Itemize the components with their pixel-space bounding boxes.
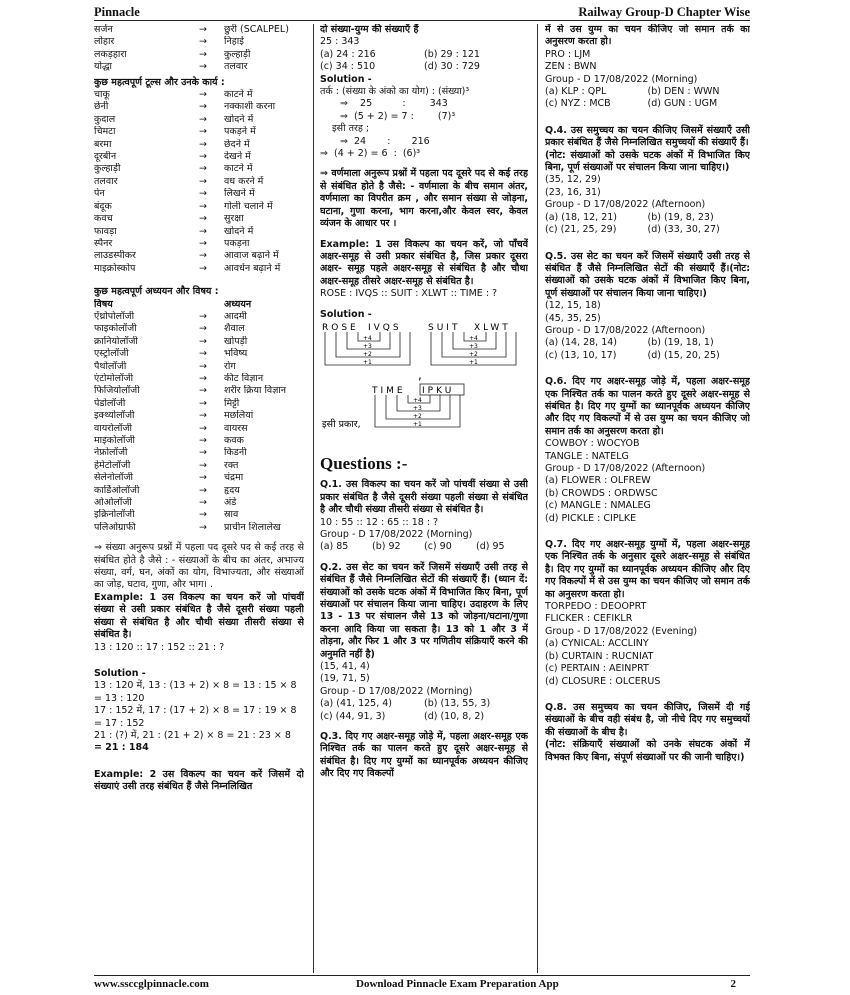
question-1-source: Group - D 17/08/2022 (Morning) (320, 528, 473, 540)
arrow-icon: → (199, 335, 207, 347)
option-d: (d) 95 (476, 541, 505, 553)
tool-row (94, 114, 304, 126)
arrow-icon: → (199, 521, 207, 533)
step-label: +3 (469, 342, 478, 350)
pair-row (94, 36, 304, 48)
diagram-word-ipku: IPKU (422, 385, 455, 396)
row-value: कवक (224, 435, 244, 446)
solution-label: Solution - (94, 667, 146, 679)
row-term: सर्जन (94, 24, 113, 35)
row-term: लकड़हारा (94, 48, 127, 60)
row-term: कुल्हाड़ी (94, 163, 121, 175)
question-2: Q.2. उस सेट का चयन करें जिसमें संख्याएँ उसी तरह से संबंधित हैं जैसे निम्नलिखित सेटों की संख्याएँ हैं। (ध्यान दें: संख्याओं को उसके घटक अंकों में विभाजित किए बिना, पूर्ण संख्याओं पर संचालन किया जाना चाहिए। उदाहरण के लिए 13 - 13 पर संचालन जैसे 13 को जोड़ना/घटाना/गुणा करना आदि किया जा सकता है। 13 को 1 और 3 में तोड़ना, और फिर 1 और 3 पर गणितीय संक्रियाएँ करने की अनुमति नहीं है) (320, 561, 528, 660)
option-a: (a) 85 (320, 541, 349, 553)
option-c: (c) NYZ : MCB (545, 98, 611, 110)
study-row (94, 485, 304, 497)
diagram-word-xlwt: XLWT (474, 322, 511, 333)
tools-heading: कुछ महत्वपूर्ण टूल्स और उनके कार्य : (94, 76, 225, 88)
row-value: भविष्य (224, 348, 248, 360)
arrow-icon: → (199, 89, 207, 101)
row-term: ऐंथ्रोपोलॉजी (94, 310, 135, 322)
bracket-lines-1 (325, 332, 516, 365)
arrow-icon: → (199, 447, 207, 459)
solution-line: = 13 : 120 (94, 692, 145, 704)
arrow-icon: → (199, 422, 207, 434)
arrow-icon: → (199, 175, 207, 187)
question-4-note: (नोट: संख्याओं को उसके घटक अंकों में विभाजित किए बिना, पूर्ण संख्याओं पर संचालन किया जाना चाहिए।) (545, 149, 750, 174)
question-4-source: Group - D 17/08/2022 (Afternoon) (545, 199, 706, 211)
question-4-set: (35, 12, 29) (545, 174, 601, 186)
arrow-icon: → (199, 113, 207, 125)
row-value: खोदने में (224, 225, 254, 237)
row-term: बरमा (94, 138, 112, 150)
option-d: (d) (15, 20, 25) (647, 349, 720, 361)
solution-step: ⇒ 24 : 216 (340, 135, 430, 147)
options-row (545, 212, 750, 224)
options-row (545, 337, 750, 349)
tool-row (94, 226, 304, 238)
tool-row (94, 151, 304, 163)
row-value: पकड़ना (224, 237, 250, 249)
study-row (94, 460, 304, 472)
options-row (320, 49, 528, 61)
row-term: सेलेनोलॉजी (94, 472, 134, 484)
option-a: (a) (18, 12, 21) (545, 211, 618, 223)
arrow-icon: → (199, 472, 207, 484)
step-label: +4 (363, 334, 372, 342)
option-a: (a) (41, 125, 4) (320, 698, 393, 710)
study-header-cell: अध्ययन (224, 298, 252, 310)
column-3 (545, 24, 750, 973)
option-b: (b) CROWDS : ORDWSC (545, 487, 658, 499)
row-value: प्राचीन शिलालेख (224, 521, 281, 533)
row-term: पेडोलॉजी (94, 397, 126, 409)
question-1-options (320, 541, 528, 553)
row-term: क्रानियोलॉजी (94, 335, 138, 347)
option-a: (a) 24 : 216 (320, 48, 376, 60)
question-1-series: 10 : 55 :: 12 : 65 :: 18 : ? (320, 516, 439, 528)
question-6-pair: COWBOY : WOCYOB (545, 438, 640, 450)
question-2-set: (15, 41, 4) (320, 661, 370, 673)
arrow-icon: → (199, 61, 207, 73)
row-value: छुरी (SCALPEL) (224, 24, 289, 35)
option-c: (c) (44, 91, 3) (320, 710, 386, 722)
row-term: फावड़ा (94, 225, 117, 237)
study-row (94, 336, 304, 348)
question-7-source: Group - D 17/08/2022 (Evening) (545, 625, 698, 637)
pair-row (94, 49, 304, 61)
row-value: देखने में (224, 151, 251, 163)
solution-step: ⇒ (4 + 2) = 6 : (6)³ (320, 148, 421, 160)
similarly-label: इसी प्रकार, (322, 418, 361, 430)
row-value: काटने में (224, 89, 253, 101)
row-term: योद्धा (94, 61, 113, 73)
row-term: ओओलॉजी (94, 497, 132, 509)
arrow-icon: → (199, 250, 207, 262)
tool-row (94, 213, 304, 225)
study-row (94, 348, 304, 360)
solution-label: Solution - (320, 308, 372, 320)
arrow-icon: → (199, 237, 207, 249)
step-label: +2 (363, 350, 372, 358)
column-divider (537, 24, 538, 973)
arrow-icon: → (199, 24, 207, 35)
row-value: सुरक्षा (224, 213, 244, 225)
options-row (545, 98, 750, 110)
row-term: एस्ट्रोलॉजी (94, 348, 129, 360)
row-value: वध करने में (224, 175, 264, 187)
question-pair: 25 : 343 (320, 36, 360, 48)
solution-line: = 17 : 152 (94, 717, 145, 729)
row-term: बंदूक (94, 200, 112, 212)
example-1: Example: 1 उस विकल्प का चयन करें, जो पाँचवें अक्षर-समूह से उसी प्रकार संबंधित है, जिस प्रकार दूसरा अक्षर- समूह पहले अक्षर-समूह से संबंधित है और चौथा अक्षर-समूह तीसरे अक्षर-समूह से संबंधित है। (320, 238, 528, 287)
arrow-icon: → (199, 410, 207, 422)
row-value: निहाई (224, 36, 244, 48)
header-title: Railway Group-D Chapter Wise (578, 5, 750, 19)
row-term: पेन (94, 188, 105, 200)
arrow-icon: → (199, 213, 207, 225)
tool-row (94, 126, 304, 138)
question-3-pair: PRO : LJM (545, 48, 591, 60)
column-1 (94, 24, 304, 973)
arrow-icon: → (199, 385, 207, 397)
row-value: चंद्रमा (224, 472, 244, 484)
pair-row (94, 61, 304, 73)
tool-row (94, 101, 304, 113)
row-value: नक्काशी करना (224, 101, 276, 113)
row-value: काटने में (224, 163, 253, 175)
solution-label: Solution - (320, 73, 372, 85)
question-5-set: (12, 15, 18) (545, 300, 601, 312)
row-value: अंडे (224, 497, 237, 509)
arrow-icon: → (199, 188, 207, 200)
row-term: कवच (94, 213, 113, 225)
row-term: माइक्रोस्कोप (94, 262, 136, 274)
footer-app-promo: Download Pinnacle Exam Preparation App (356, 978, 559, 990)
options-row (545, 350, 750, 362)
option-d: (d) (10, 8, 2) (424, 710, 485, 722)
separator-comma: , (418, 367, 422, 382)
option-b: (b) DEN : WWN (647, 86, 720, 98)
row-term: पैथोलॉजी (94, 360, 127, 372)
arrow-icon: → (199, 360, 207, 372)
solution-steps (94, 680, 304, 754)
letter-shift-diagram (320, 321, 528, 443)
row-value: स्राव (224, 509, 239, 521)
options-row (320, 711, 528, 723)
solution-step: ⇒ 25 : 343 (340, 98, 448, 110)
study-row (94, 472, 304, 484)
row-term: इक्रिनोलॉजी (94, 509, 135, 521)
row-value: खोदने में (224, 113, 254, 125)
row-value: किडनी (224, 447, 247, 459)
row-value: गोली चलाने में (224, 200, 273, 212)
bracket-labels-2 (413, 397, 422, 428)
page-number: 2 (730, 978, 736, 990)
question-1: Q.1. उस विकल्प का चयन करें जो पांचवीं संख्या से उसी प्रकार संबंधित है जैसे दूसरी संख्या पहली संख्या से संबंधित है और चौथी संख्या तीसरी संख्या से संबंधित है। (320, 479, 528, 516)
row-term: वायरोलॉजी (94, 422, 133, 434)
step-label: +3 (413, 404, 422, 412)
row-term: लोहार (94, 36, 115, 48)
options-row (320, 61, 528, 73)
arrow-icon: → (199, 348, 207, 360)
options-row (545, 86, 750, 98)
option-d: (d) GUN : UGM (647, 98, 718, 110)
question-3: Q.3. दिए गए अक्षर-समूह जोड़े में, पहला अक्षर-समूह एक निश्चित तर्क का पालन करते हुए दूसरे अक्षर-समूह से संबंधित है। दिए गए युग्मों का ध्यानपूर्वक अध्ययन कीजिए और दिए गए विकल्पों (320, 731, 528, 780)
tool-row (94, 89, 304, 101)
study-row (94, 311, 304, 323)
row-value: आदमी (224, 310, 247, 322)
row-term: स्पैनर (94, 237, 113, 249)
row-term: हेमेटोलॉजी (94, 459, 131, 471)
study-row (94, 323, 304, 335)
option-a: (a) FLOWER : OLFREW (545, 475, 651, 487)
option-c: (c) (21, 25, 29) (545, 224, 617, 236)
question-7-pair: FLICKER : CEFIKLR (545, 613, 633, 625)
row-term: फिजियोलॉजी (94, 385, 140, 397)
arrow-icon: → (199, 200, 207, 212)
arrow-icon: → (199, 48, 207, 60)
study-header-cell (182, 299, 224, 311)
row-value: आवर्धन बढ़ाने में (224, 262, 281, 274)
option-d: (d) PICKLE : CIPLKE (545, 512, 637, 524)
row-term: छेनी (94, 101, 109, 113)
row-value: आवाज बढ़ाने में (224, 250, 279, 262)
study-row (94, 373, 304, 385)
tool-row (94, 250, 304, 262)
row-value: तलवार (224, 61, 248, 73)
arrow-icon: → (199, 138, 207, 150)
option-d: (d) CLOSURE : OLCERUS (545, 675, 661, 687)
header-brand: Pinnacle (94, 5, 140, 19)
option-c: (c) MANGLE : NMALEG (545, 500, 651, 512)
solution-line: 13 : 120 में, 13 : (13 + 2) × 8 = 13 : 15 × 8 (94, 680, 297, 692)
solution-line: 17 : 152 में, 17 : (17 + 2) × 8 = 17 : 19 × 8 (94, 705, 297, 717)
option-c: (c) (13, 10, 17) (545, 349, 617, 361)
alphabet-analogy-intro: ⇒ वर्णमाला अनुरूप प्रश्नों में पहला पद दूसरे पद से कई तरह से संबंधित होते है जैसे: - वर्णमाला के बीच समान अंतर, वर्णमाला का विपरीत क्रम , और समान संख्या से जोड़ना, घटाना, गुणा करना, भाग करना,और केवल स्वर, केवल व्यंजन के आधार पर । (320, 168, 528, 230)
arrow-icon: → (199, 397, 207, 409)
question-7: Q.7. दिए गए अक्षर-समूह युग्मों में, पहला अक्षर-समूह एक निश्चित तर्क के अनुसार दूसरे अक्षर-समूह से संबंधित है। दिए गए युग्मों का ध्यानपूर्वक अध्ययन कीजिए और दिए गए विकल्पों में से उस युग्म का चयन कीजिए जो समान तर्क का अनुसरण करता हो। (545, 539, 750, 600)
question-5: Q.5. उस सेट का चयन करें जिसमें संख्याएँ उसी तरह से संबंधित हैं जैसे निम्नलिखित सेटों की संख्याएँ हैं।(नोट: संख्याओं को उसके घटक अंकों में विभाजित किए बिना, पूर्ण संख्याओं पर संचालन किया जाना चाहिए।) (545, 250, 750, 299)
question-6-source: Group - D 17/08/2022 (Afternoon) (545, 463, 706, 474)
row-term: माइकोलॉजी (94, 435, 135, 446)
option-c: (c) PERTAIN : AEINPRT (545, 663, 649, 675)
row-value: हृदय (224, 484, 240, 496)
option-a: (a) (14, 28, 14) (545, 337, 618, 349)
question-2-source: Group - D 17/08/2022 (Morning) (320, 685, 473, 697)
row-value: पकड़ने में (224, 126, 256, 138)
arrow-icon: → (199, 310, 207, 322)
study-heading: कुछ महत्वपूर्ण अध्ययन और विषय : (94, 286, 219, 298)
row-value: छेदने में (224, 138, 250, 150)
arrow-icon: → (199, 459, 207, 471)
solution-step: इसी तरह ; (332, 123, 370, 135)
tool-row (94, 201, 304, 213)
study-table-header (94, 299, 304, 311)
example-2: Example: 2 उस विकल्प का चयन करें जिसमें दो संख्याएं उसी तरह संबंधित हैं जैसे निम्नलिखित (94, 768, 304, 793)
arrow-icon: → (199, 509, 207, 521)
question-2-set: (19, 71, 5) (320, 673, 370, 685)
question-8: Q.8. उस समुच्चय का चयन कीजिए, जिसमें दी गई संख्याओं के बीच वही संबंध है, जो नीचे दिए गए समुच्चयों की संख्याओं के बीच है। (545, 701, 750, 738)
column-divider (313, 24, 314, 973)
arrow-icon: → (199, 497, 207, 509)
arrow-icon: → (199, 151, 207, 163)
diagram-word-ivqs: IVQS (368, 322, 402, 333)
step-label: +1 (413, 420, 422, 428)
arrow-icon: → (199, 372, 207, 384)
question-3-source: Group - D 17/08/2022 (Morning) (545, 73, 698, 85)
step-label: +3 (363, 342, 372, 350)
arrow-icon: → (199, 36, 207, 48)
row-term: एंटोमोलॉजी (94, 372, 134, 384)
step-label: +2 (469, 350, 478, 358)
example-1: Example: 1 उस विकल्प का चयन करें जो पांचवीं संख्या से उसी प्रकार संबंधित है जैसे दूसरी संख्या पहली संख्या से संबंधित है और चौथी संख्या तीसरी संख्या से संबंधित है। (94, 591, 304, 641)
arrow-icon: → (199, 484, 207, 496)
option-b: (b) (19, 8, 23) (647, 211, 714, 223)
study-row (94, 435, 304, 447)
diagram-word-suit: SUIT (428, 322, 461, 333)
study-header-cell: विषय (94, 298, 113, 310)
diagram-word-time: TIME (372, 385, 406, 396)
logic-line: तर्क : (संख्या के अंको का योग) : (संख्या)³ (320, 86, 470, 98)
row-value: कुल्हाड़ी (224, 48, 251, 60)
pair-row (94, 24, 304, 36)
solution-line: = 21 : 184 (94, 742, 149, 754)
tool-row (94, 176, 304, 188)
row-value: रोग (224, 360, 236, 372)
study-row (94, 509, 304, 521)
option-b: (b) (19, 18, 1) (647, 337, 714, 349)
question-4: Q.4. उस समुच्चय का चयन कीजिए जिसमें संख्याएँ उसी प्रकार संबंधित हैं जैसे निम्नलिखित समुच्चयों की संख्याएँ हैं। (545, 124, 750, 149)
study-row (94, 522, 304, 534)
arrow-icon: → (199, 163, 207, 175)
intro-line: दो संख्या-युग्म की संख्याएँ हैं (320, 24, 419, 35)
options-row (320, 698, 528, 710)
solution-line: 21 : (?) में, 21 : (21 + 2) × 8 = 21 : 23 × 8 (94, 729, 291, 741)
arrow-icon: → (199, 126, 207, 138)
tool-row (94, 163, 304, 175)
question-3-continued: में से उस युग्म का चयन कीजिए जो समान तर्क का अनुसरण करता हो। (545, 24, 750, 48)
footer-website[interactable]: www.ssccglpinnacle.com (94, 978, 209, 990)
option-a: (a) KLP : QPL (545, 86, 607, 98)
question-6-pair: TANGLE : NATELG (545, 450, 629, 462)
arrow-icon: → (199, 435, 207, 446)
option-a: (a) CYNICAL: ACCLINY (545, 638, 649, 650)
question-8-note: (नोट: संक्रियाएँ संख्याओं को उनके संघटक अंकों में विभक्त किए बिना, संपूर्ण संख्याओं पर की जानी चाहिए।) (545, 739, 750, 763)
questions-title: Questions :- (320, 454, 408, 474)
study-row (94, 410, 304, 422)
row-value: लिखने में (224, 188, 255, 200)
study-row (94, 447, 304, 459)
study-row (94, 497, 304, 509)
study-row (94, 398, 304, 410)
example-1-question: ROSE : IVQS :: SUIT : XLWT :: TIME : ? (320, 288, 498, 300)
row-term: कार्डिओलॉजी (94, 484, 140, 496)
option-c: (c) 90 (424, 541, 452, 553)
row-value: कीट विज्ञान (224, 372, 264, 384)
step-label: +1 (469, 358, 478, 366)
question-5-set: (45, 35, 25) (545, 312, 601, 324)
row-term: चिमटा (94, 126, 116, 138)
row-value: वायरस (224, 422, 248, 434)
tool-row (94, 188, 304, 200)
arrow-icon: → (199, 323, 207, 335)
step-label: +4 (413, 396, 422, 404)
row-term: तलवार (94, 175, 118, 187)
step-label: +2 (413, 412, 422, 420)
step-label: +1 (363, 358, 372, 366)
question-5-source: Group - D 17/08/2022 (Afternoon) (545, 324, 706, 336)
option-b: (b) 92 (372, 541, 401, 553)
option-b: (b) (13, 55, 3) (424, 698, 491, 710)
tool-row (94, 139, 304, 151)
question-7-pair: TORPEDO : DEOOPRT (545, 601, 647, 613)
row-term: पलिओग्राफी (94, 521, 136, 533)
row-value: रक्त (224, 459, 239, 471)
row-value: मछलियां (224, 410, 254, 422)
example-1-question: 13 : 120 :: 17 : 152 :: 21 : ? (94, 641, 225, 653)
row-term: लाउडस्पीकर (94, 250, 136, 262)
page-footer (94, 975, 750, 991)
question-4-set: (23, 16, 31) (545, 186, 601, 198)
page-header (94, 4, 750, 21)
question-6: Q.6. दिए गए अक्षर-समूह जोड़े में, पहला अक्षर-समूह एक निश्चित तर्क का पालन करते हुए दूसरे अक्षर-समूह से संबंधित है। दिए गए युग्मों का ध्यानपूर्वक अध्ययन कीजिए और दिए गए विकल्पों में से उस युग्म का चयन कीजिए जो समान तर्क का अनुसरण करता हो। (545, 376, 750, 437)
option-d: (d) (33, 30, 27) (647, 224, 720, 236)
row-term: नेफ्रोलॉजी (94, 447, 128, 459)
row-term: फाइकोलॉजी (94, 323, 137, 335)
study-table (94, 311, 304, 534)
option-c: (c) 34 : 510 (320, 61, 376, 73)
row-value: शरीर क्रिया विज्ञान (224, 385, 287, 397)
tool-pairs-table (94, 24, 304, 74)
row-value: खोपड़ी (224, 335, 248, 347)
study-row (94, 361, 304, 373)
question-3-pair: ZEN : BWN (545, 61, 597, 73)
option-b: (b) CURTAIN : RUCNIAT (545, 650, 654, 662)
study-row (94, 423, 304, 435)
row-value: मिट्टी (224, 397, 240, 409)
diagram-word-rose: ROSE (322, 322, 359, 333)
row-value: शैवाल (224, 323, 245, 335)
tool-row (94, 263, 304, 275)
tool-row (94, 238, 304, 250)
number-analogy-intro: ⇒ संख्या अनुरूप प्रश्नों में पहला पद दूसरे पद से कई तरह से संबंधित होते है जैसे : - संख्याओं के बीच का अंतर, अभाज्य संख्या, वर्ग, घन, अंकों का योग, विभाज्यता, और संख्याओं का जोड़, घटाव, गुणा, और भाग। . (94, 542, 304, 591)
arrow-icon: → (199, 101, 207, 113)
step-label: +4 (469, 334, 478, 342)
row-term: कुदाल (94, 113, 116, 125)
arrow-icon: → (199, 262, 207, 274)
arrow-icon: → (199, 225, 207, 237)
tools-table (94, 89, 304, 275)
row-term: इक्थ्योलॉजी (94, 410, 135, 422)
option-b: (b) 29 : 121 (424, 48, 480, 60)
row-term: चाकू (94, 89, 110, 101)
solution-step: ⇒ (5 + 2) = 7 : (7)³ (340, 110, 456, 122)
column-2 (320, 24, 528, 973)
option-d: (d) 30 : 729 (424, 61, 480, 73)
study-row (94, 385, 304, 397)
options-row (545, 224, 750, 236)
row-term: दूरबीन (94, 151, 117, 163)
